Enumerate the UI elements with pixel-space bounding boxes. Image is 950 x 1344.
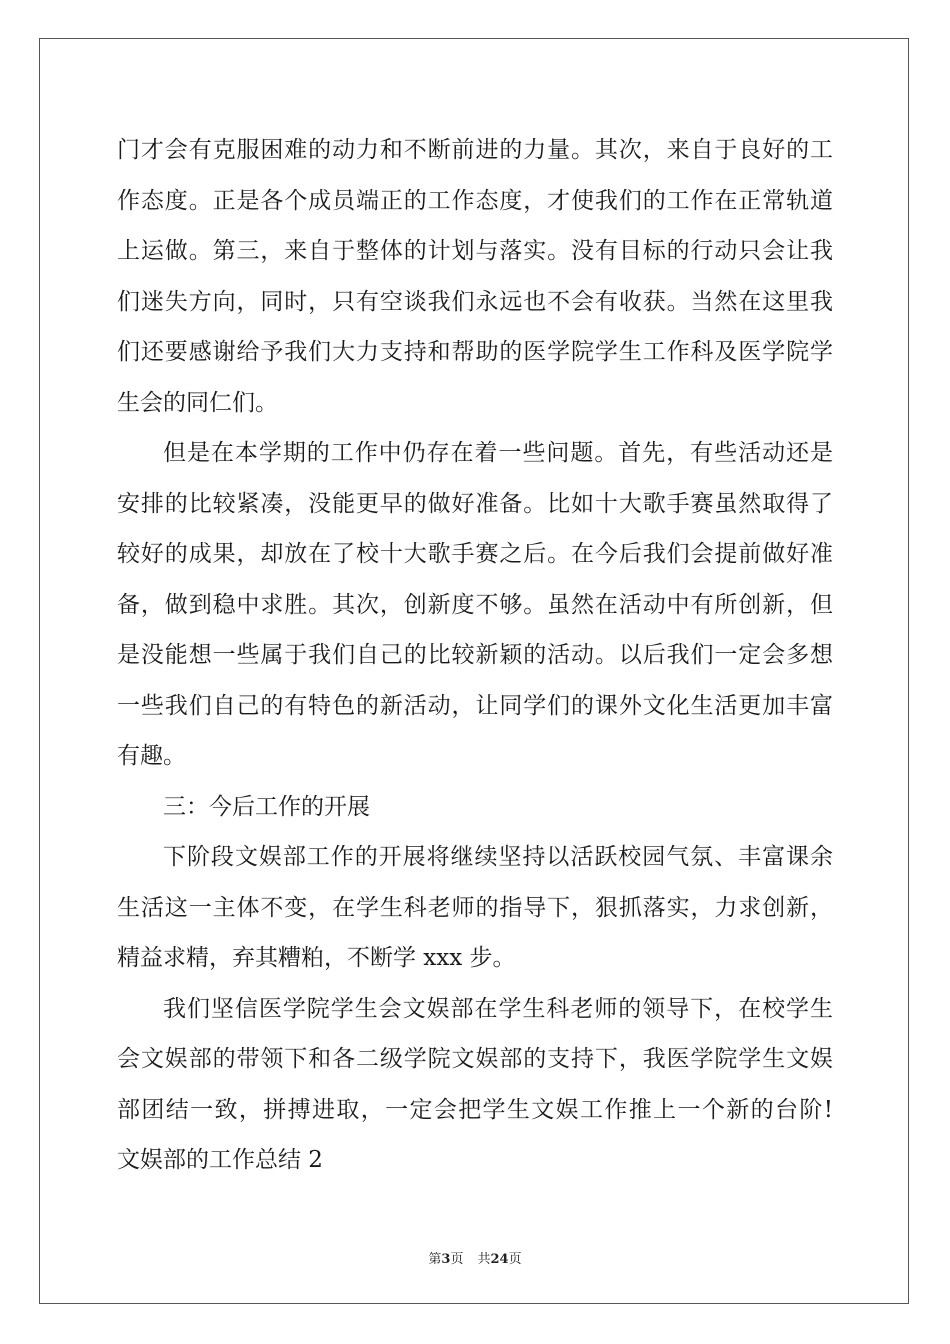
text-line: 生会的同仁们。 [117, 389, 278, 416]
text-line: 生活这一主体不变，在学生科老师的指导下，狠抓落实，力求创新， [117, 894, 833, 921]
text-line: 有趣。 [117, 743, 186, 769]
text-line: 备，做到稳中求胜。其次，创新度不够。虽然在活动中有所创新，但 [117, 591, 833, 618]
page-total: 24 [490, 1252, 509, 1267]
text-line: 是没能想一些属于我们自己的比较新颖的活动。以后我们一定会多想 [117, 642, 833, 668]
text-line: 门才会有克服困难的动力和不断前进的力量。其次，来自于良好的工 [117, 137, 833, 163]
text-line: 下阶段文娱部工作的开展将继续坚持以活跃校园气氛、丰富课余 [163, 844, 833, 870]
text-line: 但是在本学期的工作中仍存在着一些问题。首先，有些活动还是 [163, 440, 833, 466]
text-line: 作态度。正是各个成员端正的工作态度，才使我们的工作在正常轨道 [117, 187, 833, 214]
text-line: 们迷失方向，同时，只有空谈我们永远也不会有收获。当然在这里我 [117, 288, 833, 315]
page-footer [0, 1248, 950, 1267]
text-line: 会文娱部的带领下和各二级学院文娱部的支持下，我医学院学生文娱 [117, 1046, 833, 1072]
text-line: 我们坚信医学院学生会文娱部在学生科老师的领导下，在校学生 [163, 995, 833, 1022]
total-prefix: 共 [477, 1252, 491, 1267]
text-line: 较好的成果，却放在了校十大歌手赛之后。在今后我们会提前做好准 [117, 541, 833, 567]
text-line: 上运做。第三，来自于整体的计划与落实。没有目标的行动只会让我 [117, 238, 833, 264]
text-line: 部团结一致，拼搏进取，一定会把学生文娱工作推上一个新的台阶! [117, 1096, 833, 1123]
text-line: 安排的比较紧凑，没能更早的做好准备。比如十大歌手赛虽然取得了 [117, 490, 833, 517]
page-current: 3 [441, 1252, 451, 1267]
section-heading: 文娱部的工作总结 2 [117, 1147, 323, 1173]
total-unit: 页 [508, 1252, 522, 1267]
page-prefix: 第 [428, 1252, 442, 1267]
text-line: 精益求精，弃其糟粕，不断学 xxx 步。 [117, 945, 516, 971]
page-unit: 页 [450, 1252, 464, 1267]
subsection-heading: 三：今后工作的开展 [163, 793, 370, 820]
document-body [117, 125, 833, 1186]
text-line: 一些我们自己的有特色的新活动，让同学们的课外文化生活更加丰富 [117, 692, 833, 719]
text-line: 们还要感谢给予我们大力支持和帮助的医学院学生工作科及医学院学 [117, 339, 833, 365]
